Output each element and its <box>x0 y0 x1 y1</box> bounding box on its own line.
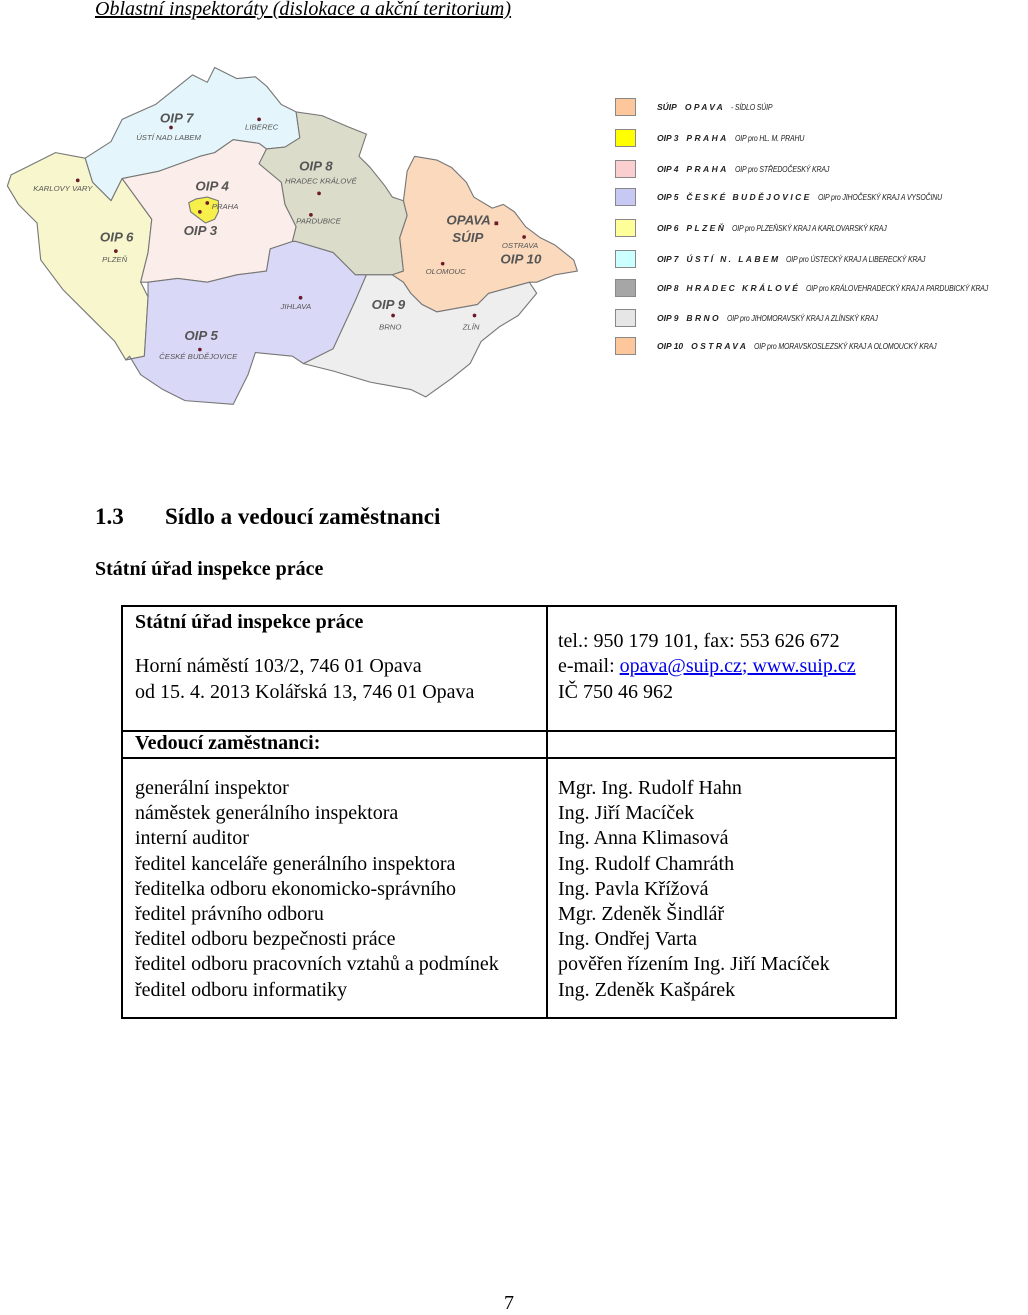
section-heading <box>95 504 440 530</box>
section-title: Sídlo a vedoucí zaměstnanci <box>165 504 441 529</box>
map-label-oip5: OIP 5 <box>184 327 218 343</box>
map-city-olomouc: OLOMOUC <box>425 267 466 277</box>
legend-city: HRADEC KRÁLOVÉ <box>686 283 801 293</box>
map-label-oip6: OIP 6 <box>99 229 134 245</box>
contact-table <box>121 605 897 1019</box>
subheading: Státní úřad inspekce práce <box>95 558 324 580</box>
org-name: Státní úřad inspekce práce <box>135 611 364 633</box>
map-label-oip7: OIP 7 <box>159 110 194 126</box>
map-city-liberec: LIBEREC <box>245 122 279 132</box>
legend-swatch <box>615 160 636 178</box>
map-label-oip4: OIP 4 <box>195 178 229 194</box>
role-item: ředitelka odboru ekonomicko-správního <box>135 877 457 900</box>
map-label-opava: OPAVA <box>446 212 491 228</box>
legend-swatch <box>615 250 636 268</box>
legend-item <box>615 249 956 269</box>
company-id: IČ 750 46 962 <box>558 681 673 703</box>
legend-desc: OIP pro STŘEDOČESKÝ KRAJ <box>734 164 829 174</box>
legend-item <box>615 308 911 328</box>
separator: ; <box>741 655 753 677</box>
map-city-ostrava: OSTRAVA <box>501 241 539 251</box>
legend-city: ČESKÉ BUDĚJOVICE <box>686 192 812 202</box>
name-item: Ing. Rudolf Chamráth <box>558 852 735 875</box>
legend-city: PLZEŇ <box>686 223 727 233</box>
legend-item <box>615 336 977 356</box>
legend-city: OSTRAVA <box>691 341 749 351</box>
legend-desc: OIP pro JIHOMORAVSKÝ KRAJ A ZLÍNSKÝ KRAJ <box>727 313 878 323</box>
name-item: Mgr. Ing. Rudolf Hahn <box>558 777 742 799</box>
legend-item <box>615 128 819 148</box>
legend-item <box>615 187 969 207</box>
legend-code: OIP 7 <box>657 254 679 264</box>
map-city-hradec: HRADEC KRÁLOVÉ <box>285 176 357 186</box>
map-label-oip8: OIP 8 <box>299 158 333 174</box>
legend-desc: OIP pro JIHOČESKÝ KRAJ A VYSOČINU <box>817 192 942 202</box>
legend-city: PRAHA <box>686 133 729 143</box>
legend-code: OIP 8 <box>657 283 679 293</box>
map-city-plzen: PLZEŇ <box>102 255 128 265</box>
map-label-oip10: OIP 10 <box>500 251 542 267</box>
map-city-pardubice: PARDUBICE <box>296 216 341 226</box>
name-item: Ing. Anna Klimasová <box>558 827 729 850</box>
map-city-zlin: ZLÍN <box>462 322 480 332</box>
legend-code: OIP 10 <box>657 341 684 351</box>
legend-swatch <box>615 337 636 355</box>
legend-item <box>615 159 850 179</box>
legend-swatch <box>615 279 636 297</box>
phone-fax: tel.: 950 179 101, fax: 553 626 672 <box>558 630 840 652</box>
legend-item <box>615 97 782 117</box>
map-label-oip9: OIP 9 <box>371 296 406 312</box>
role-item: ředitel odboru pracovních vztahů a podmínek <box>135 953 499 976</box>
legend-desc: OIP pro MORAVSKOSLEZSKÝ KRAJ A OLOMOUCKÝ KRAJ <box>754 341 937 351</box>
legend-city: ÚSTÍ N. LABEM <box>686 254 781 264</box>
legend-code: OIP 6 <box>657 223 679 233</box>
name-item: Ing. Pavla Křížová <box>558 877 709 900</box>
name-item: pověřen řízením Ing. Jiří Macíček <box>558 953 830 976</box>
legend-code: OIP 9 <box>657 313 679 323</box>
name-item: Ing. Zdeněk Kašpárek <box>558 978 736 1001</box>
legend-swatch <box>615 98 636 116</box>
legend-item <box>615 218 921 238</box>
table-divider <box>546 607 548 1017</box>
role-item: náměstek generálního inspektora <box>135 802 399 825</box>
legend-code: OIP 3 <box>657 133 679 143</box>
role-item: ředitel odboru bezpečnosti práce <box>135 928 396 951</box>
map-caption: Oblastní inspektoráty (dislokace a akční teritorium) <box>95 0 512 20</box>
map-city-karlovy-vary: KARLOVY VARY <box>33 184 93 194</box>
legend-code: OIP 5 <box>657 192 679 202</box>
legend-city: PRAHA <box>686 164 729 174</box>
legend-swatch <box>615 309 636 327</box>
legend-desc: - SÍDLO SÚIP <box>731 102 773 112</box>
legend-city: BRNO <box>686 313 722 323</box>
map-label-oip3: OIP 3 <box>183 222 218 238</box>
page-number: 7 <box>504 1292 514 1314</box>
map-city-brno: BRNO <box>379 322 402 332</box>
legend-swatch <box>615 219 636 237</box>
role-item: ředitel odboru informatiky <box>135 978 348 1001</box>
web-link[interactable]: www.suip.cz <box>752 655 856 677</box>
address-new: od 15. 4. 2013 Kolářská 13, 746 01 Opava <box>135 681 475 703</box>
name-item: Mgr. Zdeněk Šindlář <box>558 903 725 926</box>
legend-item <box>615 278 1028 298</box>
legend-desc: OIP pro HL. M. PRAHU <box>734 133 804 143</box>
role-item: ředitel kanceláře generálního inspektora <box>135 852 456 875</box>
inspectorates-map <box>0 60 580 390</box>
role-item: ředitel právního odboru <box>135 903 324 926</box>
legend-desc: OIP pro PLZEŇSKÝ KRAJ A KARLOVARSKÝ KRAJ <box>732 223 887 233</box>
map-label-suip: SÚIP <box>452 230 484 246</box>
legend-code: OIP 4 <box>657 164 679 174</box>
legend-desc: OIP pro KRÁLOVEHRADECKÝ KRAJ A PARDUBICKÝ KRAJ <box>806 283 989 293</box>
section-number: 1.3 <box>95 504 124 529</box>
name-item: Ing. Jiří Macíček <box>558 802 695 825</box>
legend-city: OPAVA <box>684 102 726 112</box>
contact-line <box>558 654 856 679</box>
legend-swatch <box>615 188 636 206</box>
map-city-usti: ÚSTÍ NAD LABEM <box>136 133 201 143</box>
region-oip10 <box>392 156 577 311</box>
legend-desc: OIP pro ÚSTECKÝ KRAJ A LIBERECKÝ KRAJ <box>786 254 926 264</box>
email-label: e-mail: <box>558 655 620 677</box>
names-list <box>558 776 830 1003</box>
roles-list <box>135 776 499 1003</box>
map-city-praha: PRAHA <box>211 201 239 211</box>
table-divider <box>123 757 895 759</box>
address-current: Horní náměstí 103/2, 746 01 Opava <box>135 655 422 677</box>
role-item: interní auditor <box>135 827 249 850</box>
map-city-ceske-budejovice: ČESKÉ BUDĚJOVICE <box>159 352 238 362</box>
map-city-jihlava: JIHLAVA <box>280 301 312 311</box>
name-item: Ing. Ondřej Varta <box>558 928 698 951</box>
email-link[interactable]: opava@suip.cz <box>619 655 742 677</box>
role-item: generální inspektor <box>135 777 289 799</box>
staff-heading: Vedoucí zaměstnanci: <box>135 732 321 754</box>
legend-swatch <box>615 129 636 147</box>
legend-code: SÚIP <box>657 102 677 112</box>
